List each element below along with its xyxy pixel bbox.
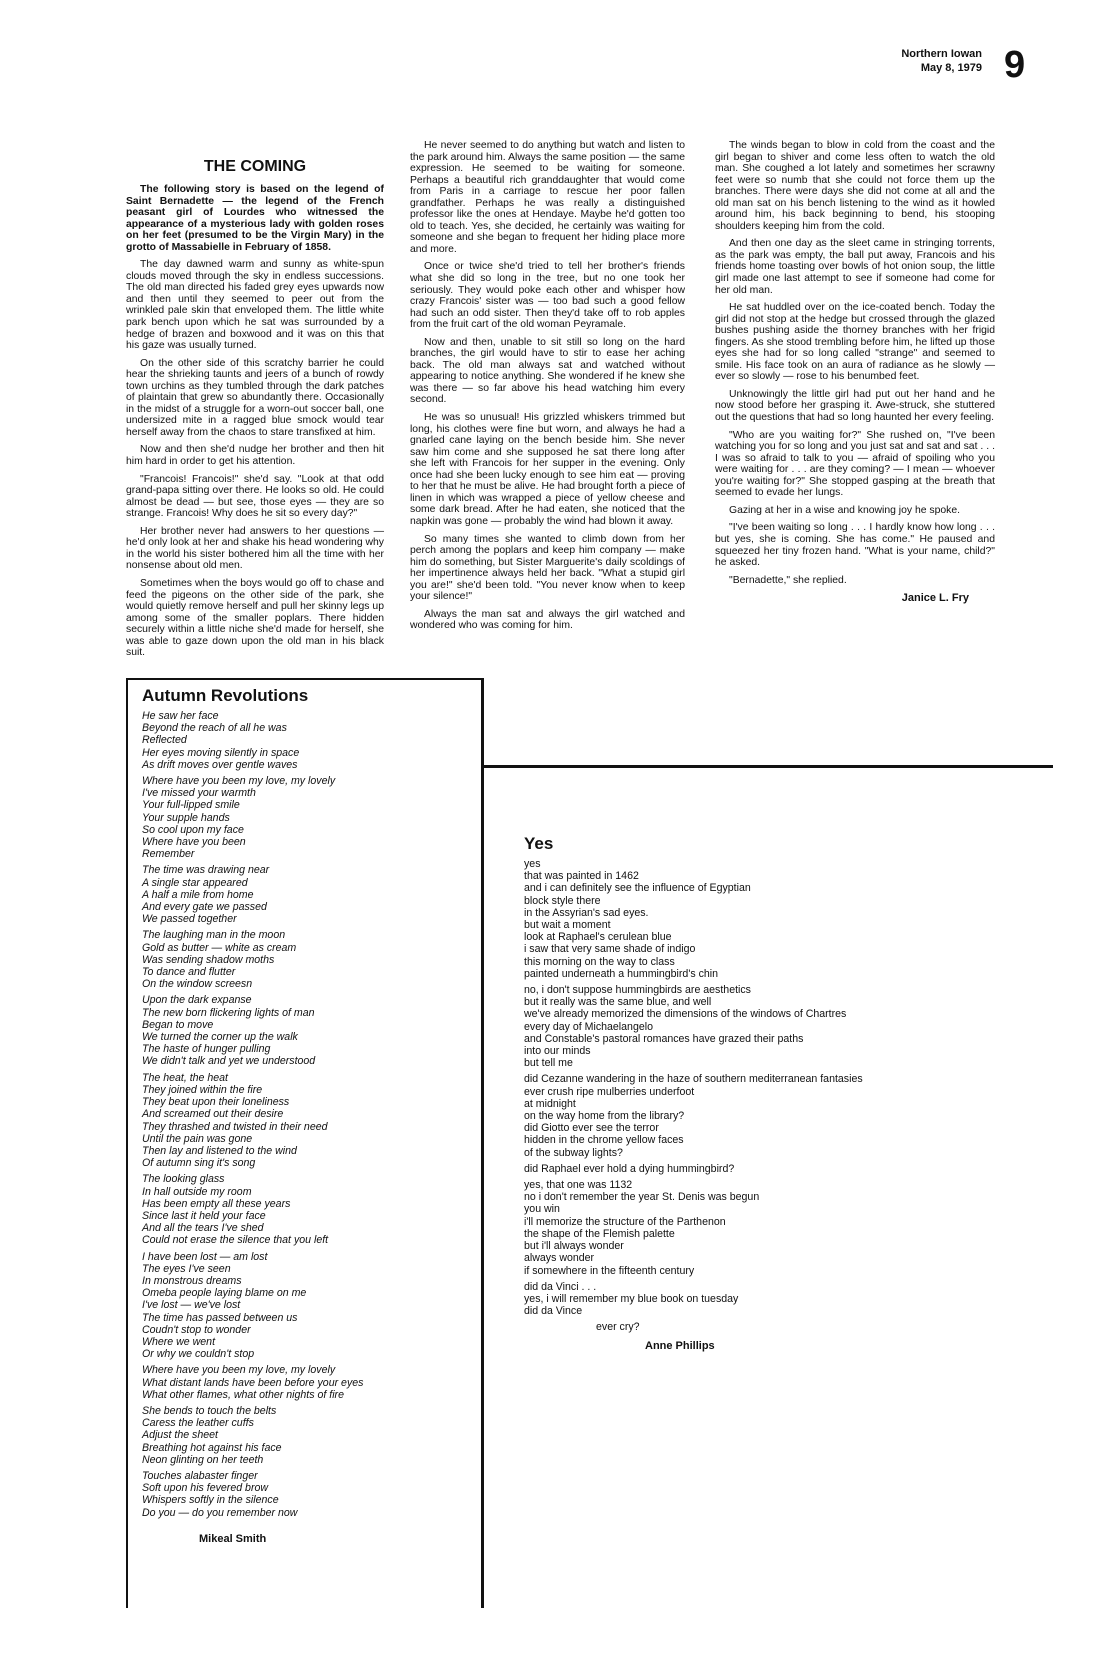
poem-line: I have been lost — am lost	[142, 1250, 268, 1263]
publication-date: May 8, 1979	[920, 62, 982, 74]
story-intro: The following story is based on the legend of Saint Bernadette — the legend of the French peasant girl of Lourdes who witnessed the appearance of a mysterious lady with golden roses on her feet (presumed to be the Virgin Mary) in the grotto of Massabielle in February of 1858.	[126, 184, 384, 253]
poem-line: Began to move	[142, 1018, 214, 1031]
poem-line: I've missed your warmth	[142, 787, 256, 800]
poem-line: Of autumn sing it's song	[142, 1157, 256, 1170]
story-paragraph: And then one day as the sleet came in stringing torrents, as the park was empty, the ball put away, Francois and his friends home toasting over bowls of hot onion soup, the little girl made one last attempt to see if someone had come for her old man.	[715, 238, 995, 296]
poem-line: no, i don't suppose hummingbirds are aesthetics	[524, 984, 751, 997]
poem-line: yes	[524, 858, 541, 870]
poem-line: She bends to touch the belts	[142, 1404, 277, 1417]
poem-line: As drift moves over gentle waves	[142, 758, 298, 771]
poem-line: We turned the corner up the walk	[142, 1031, 298, 1044]
poem-yes	[524, 834, 1024, 1352]
poem-line: but it really was the same blue, and well	[524, 996, 712, 1009]
poem-line: What distant lands have been before your eyes	[142, 1376, 364, 1389]
poem-line: The time was drawing near	[142, 864, 270, 877]
poem-line: I've lost — we've lost	[142, 1299, 241, 1312]
story-paragraph: "Who are you waiting for?" She rushed on, "I've been watching you for so long and you just sat and sat and sat . . . I was so afraid to talk to you — afraid of spoiling who you were waiting for . . . are they coming? — I mean — whoever you're waiting for?" She stopped gasping at the breath that seemed to evade her lungs.	[715, 429, 995, 499]
poem-line: Coudn't stop to wonder	[142, 1323, 251, 1336]
poem-line: but wait a moment	[524, 919, 611, 932]
poem-stanza	[524, 858, 1024, 980]
poem-line: you win	[524, 1203, 560, 1216]
poem-line: did da Vince	[524, 1305, 583, 1318]
poem-body	[142, 710, 472, 1519]
story-paragraph: Once or twice she'd tried to tell her brother's friends what she did so long in the tree, but no one took her seriously. They would poke each other and whisper how crazy Francois' sister was — too bad such a good fellow had such an odd sister. Then they'd take off to rob apples from the fruit cart of the old woman Peyramale.	[410, 261, 685, 331]
story-paragraph: Gazing at her in a wise and knowing joy he spoke.	[729, 504, 961, 516]
poem-line: Soft upon his fevered brow	[142, 1482, 269, 1495]
story-paragraph: Now and then, unable to sit still so long on the hard branches, the girl would have to stir to ease her aching back. The old man always sat and watched without appearing to notice anything. She wondered if he knew she was there — so far above his head watching him every second.	[410, 336, 685, 406]
poem-line: Where we went	[142, 1335, 216, 1348]
poem-stanza	[142, 775, 472, 860]
poem-line: What other flames, what other nights of fire	[142, 1388, 344, 1401]
poem-stanza	[524, 1073, 1024, 1158]
poem-stanza	[142, 1405, 472, 1466]
poem-stanza	[142, 1470, 472, 1519]
poem-line: Omeba people laying blame on me	[142, 1287, 307, 1300]
story-paragraph: The winds began to blow in cold from the coast and the girl began to shiver and come less often to watch the old man. She coughed a lot lately and sometimes her scrawny feet were so numb that she could not force them up the branches. There were days she did not come at all and the old man sat on his bench listening to the wind as it howled around him, his back beginning to bend, his stooping shoulders keeping him from the cold.	[715, 140, 995, 232]
poem-line: Beyond the reach of all he was	[142, 722, 287, 735]
poem-line: no i don't remember the year St. Denis was begun	[524, 1191, 760, 1204]
poem-line: did Giotto ever see the terror	[524, 1122, 659, 1135]
poem-line: In hall outside my room	[142, 1185, 252, 1198]
story-column-2	[410, 140, 685, 638]
poem-byline: Anne Phillips	[645, 1339, 715, 1352]
poem-line: And all the tears I've shed	[142, 1222, 264, 1235]
poem-line: every day of Michaelangelo	[524, 1020, 653, 1033]
poem-line: Whispers softly in the silence	[142, 1494, 279, 1507]
poem-line: A half a mile from home	[142, 888, 254, 901]
poem-body	[524, 858, 1024, 1317]
poem-line: They thrashed and twisted in their need	[142, 1120, 328, 1133]
poem-line: ever cry?	[596, 1321, 640, 1334]
poem-line: They beat upon their loneliness	[142, 1096, 290, 1109]
poem-line: block style there	[524, 894, 601, 907]
poem-line: into our minds	[524, 1045, 591, 1058]
poem-line: The time has passed between us	[142, 1311, 298, 1324]
poem-line: The haste of hunger pulling	[142, 1043, 271, 1056]
poem-line: We didn't talk and yet we understood	[142, 1055, 316, 1068]
poem-line: Could not erase the silence that you left	[142, 1234, 329, 1247]
story-column-1	[126, 158, 384, 665]
poem-line: Adjust the sheet	[142, 1429, 218, 1442]
rule-vertical-left	[126, 678, 128, 1608]
poem-stanza	[142, 1251, 472, 1361]
poem-line: of the subway lights?	[524, 1146, 623, 1159]
poem-line: The new born flickering lights of man	[142, 1006, 315, 1019]
poem-line: that was painted in 1462	[524, 870, 639, 883]
poem-stanza	[142, 1364, 472, 1401]
story-paragraph: Unknowingly the little girl had put out her hand and he now stood before her grasping it. Awe-struck, she stuttered out the questions that had so long haunted her every feeling.	[715, 388, 995, 424]
poem-stanza	[524, 1163, 1024, 1175]
poem-line: And every gate we passed	[142, 901, 267, 914]
poem-line: in the Assyrian's sad eyes.	[524, 906, 649, 919]
poem-line: To dance and flutter	[142, 966, 236, 979]
poem-line: the shape of the Flemish palette	[524, 1227, 675, 1240]
poem-line: The eyes I've seen	[142, 1262, 231, 1275]
story-paragraph: He sat huddled over on the ice-coated bench. Today the girl did not stop at the hedge but crossed through the glazed bushes pushing aside the thorney branches with her frigid fingers. As she stood trembling before him, he lifted up those eyes she had for so long called "strange" and seemed to smile. His face took on an aura of radiance as he slowly — ever so slowly — rose to his benumbed feet.	[715, 302, 995, 383]
poem-line: And screamed out their desire	[142, 1108, 284, 1121]
story-paragraph: Sometimes when the boys would go off to chase and feed the pigeons on the other side of the park, she would quietly remove herself and pull her skinny legs up among some of the smaller poplars. There hidden securely within a little niche she'd made for herself, she was able to gaze down upon the old man in his black suit.	[126, 577, 384, 659]
poem-line: The laughing man in the moon	[142, 929, 286, 942]
poem-line: The heat, the heat	[142, 1071, 228, 1084]
rule-horizontal-right	[481, 765, 1053, 768]
poem-stanza	[142, 1173, 472, 1246]
poem-title: Autumn Revolutions	[142, 686, 309, 705]
poem-line: A single star appeared	[142, 876, 248, 889]
rule-horizontal-top	[126, 678, 483, 680]
poem-line: on the way home from the library?	[524, 1110, 685, 1123]
poem-stanza	[524, 1179, 1024, 1277]
poem-line: So cool upon my face	[142, 823, 244, 836]
poem-line: Or why we couldn't stop	[142, 1348, 255, 1361]
poem-line: We passed together	[142, 913, 237, 926]
poem-line: look at Raphael's cerulean blue	[524, 931, 672, 944]
poem-line: yes, that one was 1132	[524, 1179, 633, 1192]
poem-line: Where have you been	[142, 836, 246, 849]
poem-byline: Mikeal Smith	[199, 1532, 267, 1545]
story-paragraph: On the other side of this scratchy barrier he could hear the shrieking taunts and jeers of a bunch of rowdy town urchins as they tumbled through the dark patches of plaintain that grew so abundantly there. Occasionally in the midst of a struggle for a worn-out soccer ball, one undersized mite in a ragged blue smock would tear herself away from the chaos to stare transfixed at him.	[126, 357, 384, 438]
rule-vertical-center	[481, 678, 484, 1608]
poem-line: Breathing hot against his face	[142, 1441, 282, 1454]
poem-line: Was sending shadow moths	[142, 953, 275, 966]
story-paragraph: "Bernadette," she replied.	[729, 574, 847, 586]
poem-line: but i'll always wonder	[524, 1240, 624, 1253]
poem-stanza	[142, 864, 472, 925]
poem-line: always wonder	[524, 1252, 595, 1265]
publication-name: Northern Iowan	[901, 48, 982, 60]
poem-line: Her eyes moving silently in space	[142, 746, 300, 759]
page-header	[880, 46, 1040, 86]
story-title: THE COMING	[203, 158, 307, 175]
poem-line: if somewhere in the fifteenth century	[524, 1264, 695, 1277]
page-number: 9	[1004, 44, 1026, 86]
poem-line: ever crush ripe mulberries underfoot	[524, 1085, 695, 1098]
poem-line: at midnight	[524, 1097, 576, 1110]
poem-line: did Cezanne wandering in the haze of southern mediterranean fantasies	[524, 1073, 863, 1086]
poem-line: Do you — do you remember now	[142, 1506, 298, 1519]
poem-stanza	[524, 984, 1024, 1069]
story-paragraph: He never seemed to do anything but watch and listen to the park around him. Always the same position — the same expression. He seemed to be waiting for someone. Perhaps a beautiful rich granddaughter that would come from Paris in a carriage to rescue her poor fallen grandfather. Perhaps he was really a distinguished professor like the ones at Hendaye. Maybe he'd gotten too old to teach. Yes, she decided, he certainly was waiting for someone and she began to frequent her hiding place more and more.	[410, 140, 685, 255]
poem-stanza	[142, 710, 472, 771]
poem-line: hidden in the chrome yellow faces	[524, 1134, 684, 1147]
story-paragraph: He was so unusual! His grizzled whiskers trimmed but long, his clothes were fine but worn, and always he had a gnarled cane laying on the bench beside him. She never saw him come and she supposed he sat there long after she left with Francois for her supper in the evening. Only once had she been lucky enough to see him eat — proving to her that he must be alive. He had brought forth a piece of linen in which was wrapped a piece of yellow cheese and some dark bread. After he had eaten, she noticed that the napkin was gone — probably the wind had blown it away.	[410, 412, 685, 527]
poem-line: Where have you been my love, my lovely	[142, 1364, 336, 1377]
story-paragraph: "I've been waiting so long . . . I hardly know how long . . . but yes, she is coming. She has come." He paused and squeezed her tiny frozen hand. "What is your name, child?" he asked.	[715, 522, 995, 569]
poem-line: but tell me	[524, 1057, 573, 1070]
poem-line: Remember	[142, 848, 195, 861]
poem-line: i'll memorize the structure of the Parthenon	[524, 1215, 726, 1228]
poem-line: They joined within the fire	[142, 1083, 263, 1096]
poem-line: Touches alabaster finger	[142, 1469, 258, 1482]
poem-line: Gold as butter — white as cream	[142, 941, 297, 954]
poem-line: this morning on the way to class	[524, 955, 675, 968]
poem-line: In monstrous dreams	[142, 1274, 242, 1287]
poem-line: i saw that very same shade of indigo	[524, 943, 696, 956]
poem-line: Reflected	[142, 734, 187, 747]
poem-line: He saw her face	[142, 710, 219, 722]
story-paragraph: Now and then she'd nudge her brother and then hit him hard in order to get his attention.	[126, 444, 384, 468]
poem-stanza	[142, 994, 472, 1067]
poem-stanza	[524, 1281, 1024, 1318]
poem-line: Has been empty all these years	[142, 1197, 291, 1210]
poem-line: Then lay and listened to the wind	[142, 1144, 297, 1157]
poem-line: On the window screesn	[142, 978, 253, 991]
poem-line: painted underneath a hummingbird's chin	[524, 967, 719, 980]
poem-line: Your supple hands	[142, 811, 230, 824]
story-column-3	[715, 140, 995, 604]
poem-line: Caress the leather cuffs	[142, 1417, 254, 1430]
poem-line: did Raphael ever hold a dying hummingbird?	[524, 1162, 735, 1175]
poem-line: Until the pain was gone	[142, 1132, 253, 1145]
story-paragraph: The day dawned warm and sunny as white-spun clouds moved through the sky in endless successions. The old man directed his faded grey eyes upwards now and then until they seemed to peer out from the wrinkled pale skin that enveloped them. The little white park bench upon which he sat was surrounded by a hedge of brazen and boxwood and it was on this that his gaze was usually turned.	[126, 259, 384, 352]
poem-line: did da Vinci . . .	[524, 1280, 597, 1293]
story-paragraph: So many times she wanted to climb down from her perch among the poplars and keep him company — make him do something, but Sister Marguerite's daily scoldings of her impertinence always held her back. "What a stupid girl you are!" she'd been told. "You never know when to keep your silence!"	[410, 533, 685, 603]
story-paragraph: Always the man sat and always the girl watched and wondered who was coming for him.	[410, 608, 685, 632]
poem-line: Since last it held your face	[142, 1209, 266, 1222]
poem-line: Upon the dark expanse	[142, 994, 252, 1007]
poem-title: Yes	[524, 834, 554, 853]
poem-stanza	[142, 1072, 472, 1170]
poem-line: Your full-lipped smile	[142, 799, 240, 812]
poem-line: we've already memorized the dimensions of the windows of Chartres	[524, 1008, 847, 1021]
poem-line: yes, i will remember my blue book on tuesday	[524, 1292, 739, 1305]
poem-line: Where have you been my love, my lovely	[142, 775, 336, 788]
poem-autumn-revolutions	[142, 686, 472, 1545]
story-paragraph: "Francois! Francois!" she'd say. "Look at that odd grand-papa sitting over there. He looks so old. He could almost be dead — but see, those eyes — they are so strange. Francois! Why does he sit so every day?"	[126, 473, 384, 520]
poem-line: The looking glass	[142, 1173, 225, 1186]
story-byline: Janice L. Fry	[901, 592, 969, 605]
poem-stanza	[142, 929, 472, 990]
story-paragraph: Her brother never had answers to her questions — he'd only look at her and shake his head wondering why in the world his sister bothered him all the time with her nonsense about old men.	[126, 525, 384, 572]
poem-line: and Constable's pastoral romances have grazed their paths	[524, 1032, 804, 1045]
poem-line: Neon glinting on her teeth	[142, 1453, 264, 1466]
poem-line: and i can definitely see the influence of Egyptian	[524, 882, 751, 895]
